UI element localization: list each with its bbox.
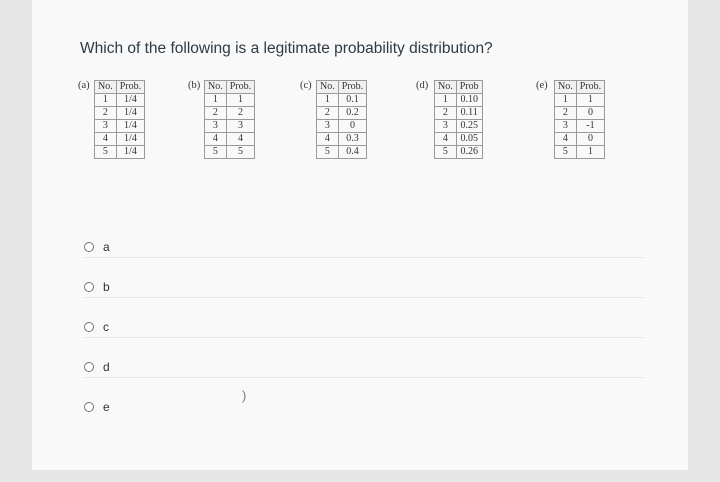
table-row <box>555 146 605 159</box>
header-prob: Prob <box>456 81 482 94</box>
cell-no: 4 <box>555 133 577 146</box>
header-prob: Prob. <box>116 81 144 94</box>
cell-prob: 0.1 <box>338 94 366 107</box>
cell-prob: 1/4 <box>116 133 144 146</box>
table-letter: (d) <box>416 80 429 91</box>
table-row <box>317 120 367 133</box>
table-row <box>555 107 605 120</box>
cell-no: 4 <box>435 133 457 146</box>
table-row <box>435 120 483 133</box>
cell-prob: 4 <box>226 133 254 146</box>
table-row <box>435 146 483 159</box>
table-row <box>317 133 367 146</box>
option-label: b <box>103 280 110 294</box>
radio-circle-icon[interactable] <box>84 242 94 252</box>
cell-no: 2 <box>555 107 577 120</box>
cell-no: 4 <box>205 133 227 146</box>
cell-prob: 1/4 <box>116 94 144 107</box>
option-label: a <box>103 240 110 254</box>
probability-table-c <box>316 80 367 159</box>
cell-prob: 0 <box>576 133 604 146</box>
radio-circle-icon[interactable] <box>84 402 94 412</box>
table-row <box>317 107 367 120</box>
table-row <box>95 107 145 120</box>
table-row <box>205 94 255 107</box>
cell-no: 5 <box>555 146 577 159</box>
cell-prob: 3 <box>226 120 254 133</box>
option-b[interactable] <box>84 275 604 299</box>
header-no: No. <box>555 81 577 94</box>
quiz-page <box>32 0 688 470</box>
cell-no: 5 <box>205 146 227 159</box>
cell-no: 5 <box>95 146 117 159</box>
option-label: e <box>103 400 110 414</box>
table-row <box>555 94 605 107</box>
cell-no: 3 <box>205 120 227 133</box>
option-e[interactable] <box>84 395 604 419</box>
cell-prob: 1/4 <box>116 146 144 159</box>
table-letter: (b) <box>188 80 201 91</box>
cell-prob: 0.2 <box>338 107 366 120</box>
cell-prob: 1/4 <box>116 120 144 133</box>
cell-no: 1 <box>555 94 577 107</box>
table-row <box>205 133 255 146</box>
cell-prob: 0.10 <box>456 94 482 107</box>
table-row <box>555 120 605 133</box>
header-prob: Prob. <box>226 81 254 94</box>
cell-prob: 2 <box>226 107 254 120</box>
probability-table-e <box>554 80 605 159</box>
option-a[interactable] <box>84 235 604 259</box>
cell-no: 3 <box>95 120 117 133</box>
cell-no: 2 <box>435 107 457 120</box>
stray-mark: ) <box>242 388 247 403</box>
cell-no: 3 <box>555 120 577 133</box>
cell-no: 5 <box>435 146 457 159</box>
table-row <box>95 146 145 159</box>
cell-prob: -1 <box>576 120 604 133</box>
cell-no: 4 <box>317 133 339 146</box>
radio-circle-icon[interactable] <box>84 362 94 372</box>
distribution-tables <box>78 80 678 190</box>
cell-prob: 0.25 <box>456 120 482 133</box>
cell-prob: 0 <box>338 120 366 133</box>
cell-prob: 0.05 <box>456 133 482 146</box>
table-row <box>95 120 145 133</box>
table-row <box>317 94 367 107</box>
cell-no: 3 <box>317 120 339 133</box>
option-c[interactable] <box>84 315 604 339</box>
radio-circle-icon[interactable] <box>84 282 94 292</box>
cell-prob: 0 <box>576 107 604 120</box>
header-prob: Prob. <box>576 81 604 94</box>
cell-no: 5 <box>317 146 339 159</box>
question-text: Which of the following is a legitimate probability distribution? <box>80 40 493 57</box>
cell-no: 2 <box>205 107 227 120</box>
cell-no: 3 <box>435 120 457 133</box>
cell-prob: 0.3 <box>338 133 366 146</box>
option-d[interactable] <box>84 355 604 379</box>
table-row <box>205 107 255 120</box>
cell-prob: 1 <box>226 94 254 107</box>
probability-table-b <box>204 80 255 159</box>
option-label: c <box>103 320 109 334</box>
probability-table-d <box>434 80 483 159</box>
cell-prob: 0.11 <box>456 107 482 120</box>
cell-prob: 0.26 <box>456 146 482 159</box>
header-no: No. <box>435 81 457 94</box>
probability-table-a <box>94 80 145 159</box>
table-letter: (c) <box>300 80 312 91</box>
cell-no: 1 <box>205 94 227 107</box>
cell-prob: 1 <box>576 94 604 107</box>
table-row <box>435 107 483 120</box>
cell-no: 2 <box>95 107 117 120</box>
table-row <box>435 133 483 146</box>
cell-no: 2 <box>317 107 339 120</box>
table-row <box>95 133 145 146</box>
header-no: No. <box>317 81 339 94</box>
header-no: No. <box>95 81 117 94</box>
table-row <box>317 146 367 159</box>
option-label: d <box>103 360 110 374</box>
cell-prob: 1 <box>576 146 604 159</box>
radio-circle-icon[interactable] <box>84 322 94 332</box>
cell-no: 1 <box>317 94 339 107</box>
table-row <box>95 94 145 107</box>
table-row <box>435 94 483 107</box>
cell-no: 1 <box>435 94 457 107</box>
table-letter: (e) <box>536 80 548 91</box>
cell-no: 4 <box>95 133 117 146</box>
table-row <box>555 133 605 146</box>
table-letter: (a) <box>78 80 90 91</box>
table-row <box>205 146 255 159</box>
cell-prob: 5 <box>226 146 254 159</box>
cell-no: 1 <box>95 94 117 107</box>
cell-prob: 0.4 <box>338 146 366 159</box>
header-prob: Prob. <box>338 81 366 94</box>
table-row <box>205 120 255 133</box>
header-no: No. <box>205 81 227 94</box>
cell-prob: 1/4 <box>116 107 144 120</box>
